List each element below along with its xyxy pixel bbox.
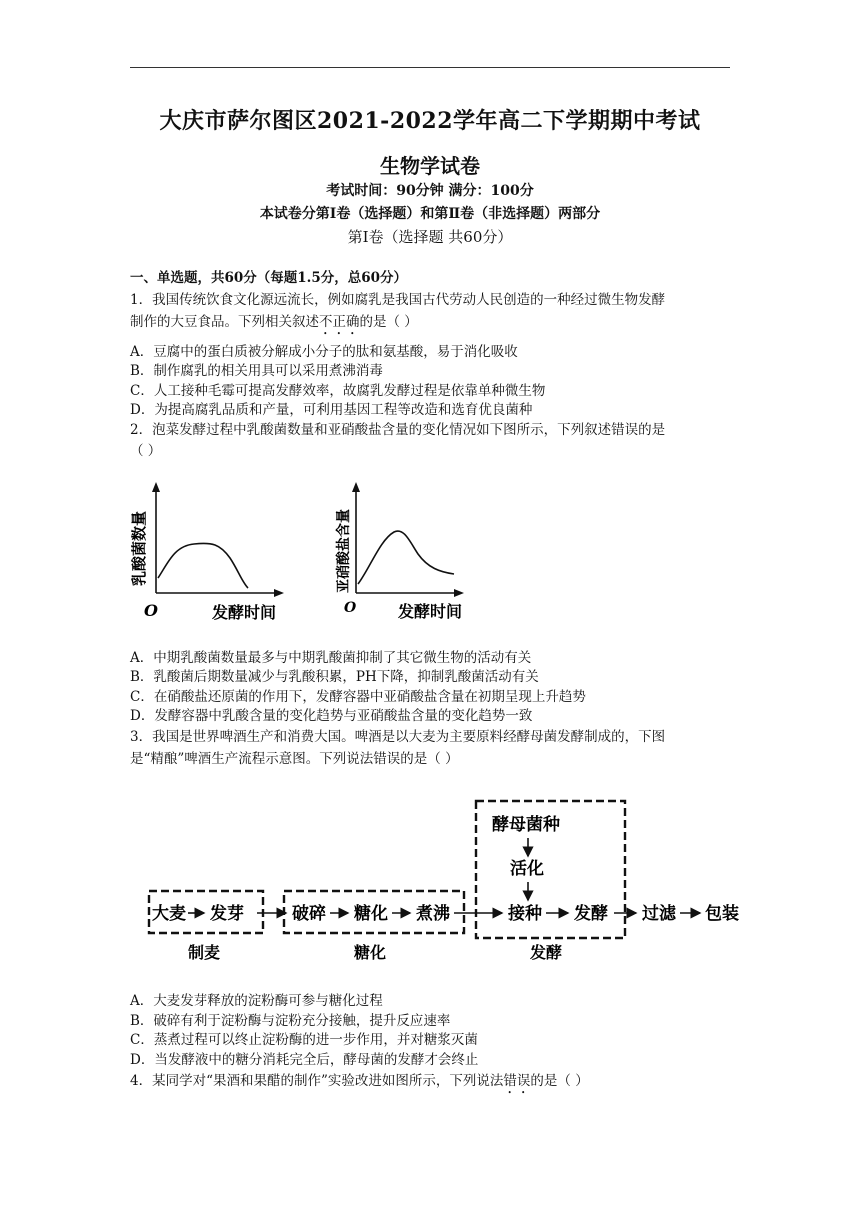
q2-option-d: D．发酵容器中乳酸含量的变化趋势与亚硝酸盐含量的变化趋势一致 [130,708,533,724]
q2-stem-line2: （ ） [130,443,162,459]
q1-option-c: C．人工接种毛霉可提高发酵效率，故腐乳发酵过程是依靠单种微生物 [130,383,546,399]
q3-option-a: A．大麦发芽释放的淀粉酶可参与糖化过程 [130,993,383,1009]
q3-option-d: D．当发酵液中的糖分消耗完全后，酵母菌的发酵才会终止 [130,1052,479,1068]
header-rule [130,67,730,68]
graph1-ylabel: 乳酸菌数量 [130,510,148,586]
q4-stem: 4．某同学对“果酒和果醋的制作”实验改进如图所示，下列说法错误的是（ ） [130,1073,589,1089]
graph1-xlabel: 发酵时间 [212,603,277,622]
page-title: 大庆市萨尔图区2021-2022学年高二下学期期中考试 [159,108,701,134]
node-activate: 活化 [510,859,544,879]
page-subtitle: 生物学试卷 [380,154,480,178]
graph1-origin: O [144,601,158,620]
node-barley: 大麦 [152,904,186,924]
graph2-xlabel: 发酵时间 [398,602,463,621]
node-inoculate: 接种 [508,904,542,924]
node-crush: 破碎 [292,904,326,924]
graph2-ylabel: 亚硝酸盐含量 [336,509,352,593]
q1-option-b: B．制作腐乳的相关用具可以采用煮沸消毒 [130,363,383,379]
exam-info: 考试时间：90分钟 满分：100分 [326,183,534,199]
graph-nitrite [335,482,464,621]
group-label-fermentation: 发酵 [530,943,563,962]
q3-stem-line2: 是“精酿”啤酒生产流程示意图。下列说法错误的是（ ） [130,751,459,767]
q2-option-a: A．中期乳酸菌数量最多与中期乳酸菌抑制了其它微生物的活动有关 [130,650,532,666]
paper-parts: 本试卷分第Ⅰ卷（选择题）和第Ⅱ卷（非选择题）两部分 [259,206,601,222]
q2-option-c: C．在硝酸盐还原菌的作用下，发酵容器中亚硝酸盐含量在初期呈现上升趋势 [130,689,586,705]
q3-option-c: C．蒸煮过程可以终止淀粉酶的进一步作用，并对糖浆灭菌 [130,1032,478,1048]
node-yeast: 酵母菌种 [492,815,560,835]
q1-stem-line1: 1．我国传统饮食文化源远流长，例如腐乳是我国古代劳动人民创造的一种经过微生物发酵 [130,292,666,308]
node-ferment: 发酵 [574,904,608,924]
part1-heading: 第Ⅰ卷（选择题 共60分） [347,228,513,246]
node-sprout: 发芽 [210,904,244,924]
node-package: 包装 [705,904,739,924]
group-label-malting: 制麦 [188,943,221,962]
q3-stem-line1: 3．我国是世界啤酒生产和消费大国。啤酒是以大麦为主要原料经酵母菌发酵制成的，下图 [130,729,666,745]
node-filter: 过滤 [642,904,676,924]
q2-option-b: B．乳酸菌后期数量减少与乳酸积累，PH下降，抑制乳酸菌活动有关 [130,669,539,685]
node-saccharify: 糖化 [354,904,388,924]
graph2-origin: O [344,600,357,616]
q3-option-b: B．破碎有利于淀粉酶与淀粉充分接触，提升反应速率 [130,1013,451,1029]
q1-option-d: D．为提高腐乳品质和产量，可利用基因工程等改造和选育优良菌种 [130,402,533,418]
q1-emphasis: 不正确 [319,314,360,330]
q3-flow-diagram [140,796,750,968]
section1-heading: 一、单选题，共60分（每题1.5分，总60分） [130,270,408,286]
q1-stem-line2: 制作的大豆食品。下列相关叙述不正确的是（ ） [130,314,418,330]
q2-graphs [128,478,478,626]
graph-lactic-bacteria [130,482,284,622]
q2-stem-line1: 2．泡菜发酵过程中乳酸菌数量和亚硝酸盐含量的变化情况如下图所示，下列叙述错误的是 [130,422,666,438]
group-label-saccharification: 糖化 [354,943,387,962]
q1-option-a: A．豆腐中的蛋白质被分解成小分子的肽和氨基酸，易于消化吸收 [130,344,518,360]
node-boil: 煮沸 [416,904,450,924]
q4-emphasis: 错误 [503,1073,531,1089]
